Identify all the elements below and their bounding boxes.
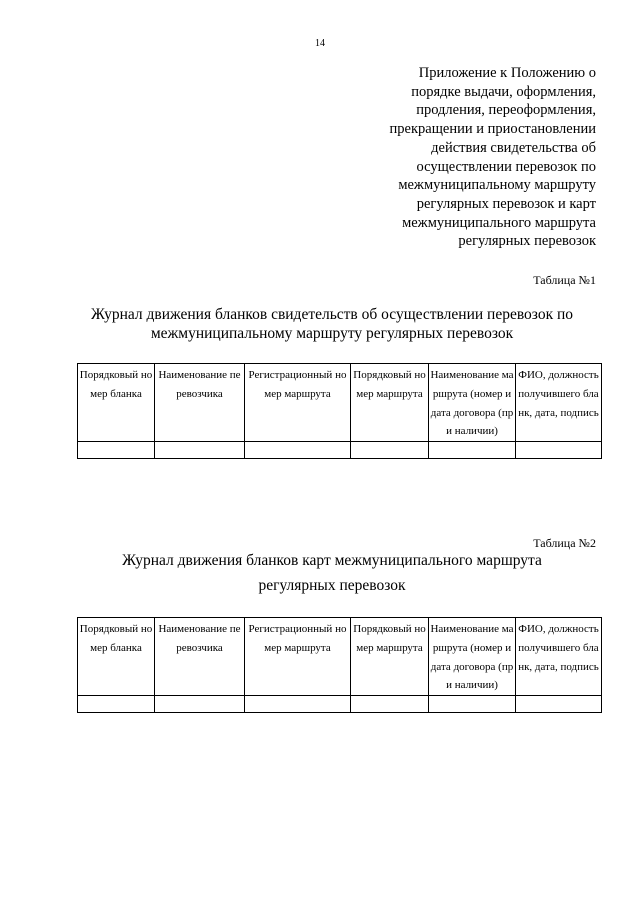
table-cell[interactable] <box>155 442 245 459</box>
journal-table-1 <box>77 363 602 459</box>
appendix-line: осуществлении перевозок по <box>416 158 596 175</box>
page-number: 14 <box>315 38 325 49</box>
appendix-line: прекращении и приостановлении <box>389 121 596 138</box>
header-blank-number: Порядковый номер бланка <box>78 364 155 442</box>
table-2-title <box>60 548 604 598</box>
table-row <box>78 696 602 713</box>
journal-table-2 <box>77 617 602 713</box>
appendix-line: Приложение к Положению о <box>418 65 596 81</box>
header-blank-number: Порядковый номер бланка <box>78 618 155 696</box>
appendix-line: межмуниципальному маршруту <box>398 177 596 194</box>
table-cell[interactable] <box>155 696 245 713</box>
header-carrier-name: Наименование перевозчика <box>155 618 245 696</box>
appendix-line: действия свидетельства об <box>431 139 596 156</box>
table-cell[interactable] <box>245 696 351 713</box>
table-2-title-line: Журнал движения бланков карт межмуниципального маршрута <box>122 552 542 569</box>
table-1-title-line: Журнал движения бланков свидетельств об осуществлении перевозок по <box>90 306 574 323</box>
table-row <box>78 442 602 459</box>
header-registration-number: Регистрационный номер маршрута <box>245 364 351 442</box>
appendix-line: регулярных перевозок и карт <box>416 195 596 212</box>
header-carrier-name: Наименование перевозчика <box>155 364 245 442</box>
header-route-name: Наименование маршрута (номер и дата договора (при наличии) <box>429 364 516 442</box>
table-2-title-line: регулярных перевозок <box>258 577 406 594</box>
header-recipient: ФИО, должность получившего бланк, дата, подпись <box>516 364 602 442</box>
appendix-note <box>346 64 596 251</box>
table-header-row <box>78 364 602 442</box>
table-cell[interactable] <box>245 442 351 459</box>
table-cell[interactable] <box>351 696 429 713</box>
appendix-line: регулярных перевозок <box>458 233 596 250</box>
table-cell[interactable] <box>429 696 516 713</box>
table-header-row <box>78 618 602 696</box>
appendix-line: продления, переоформления, <box>416 102 596 119</box>
table-2-label: Таблица №2 <box>533 536 596 550</box>
appendix-line: межмуниципального маршрута <box>402 214 596 231</box>
header-route-name: Наименование маршрута (номер и дата договора (при наличии) <box>429 618 516 696</box>
table-cell[interactable] <box>429 442 516 459</box>
header-registration-number: Регистрационный номер маршрута <box>245 618 351 696</box>
table-1-label: Таблица №1 <box>533 273 596 287</box>
appendix-line: порядке выдачи, оформления, <box>411 83 596 100</box>
table-1-title-line: межмуниципальному маршруту регулярных перевозок <box>150 325 514 342</box>
table-cell[interactable] <box>516 442 602 459</box>
table-cell[interactable] <box>351 442 429 459</box>
header-route-number: Порядковый номер маршрута <box>351 618 429 696</box>
table-cell[interactable] <box>78 442 155 459</box>
header-recipient: ФИО, должность получившего бланк, дата, подпись <box>516 618 602 696</box>
header-route-number: Порядковый номер маршрута <box>351 364 429 442</box>
table-cell[interactable] <box>78 696 155 713</box>
table-cell[interactable] <box>516 696 602 713</box>
table-1-title <box>60 305 604 343</box>
